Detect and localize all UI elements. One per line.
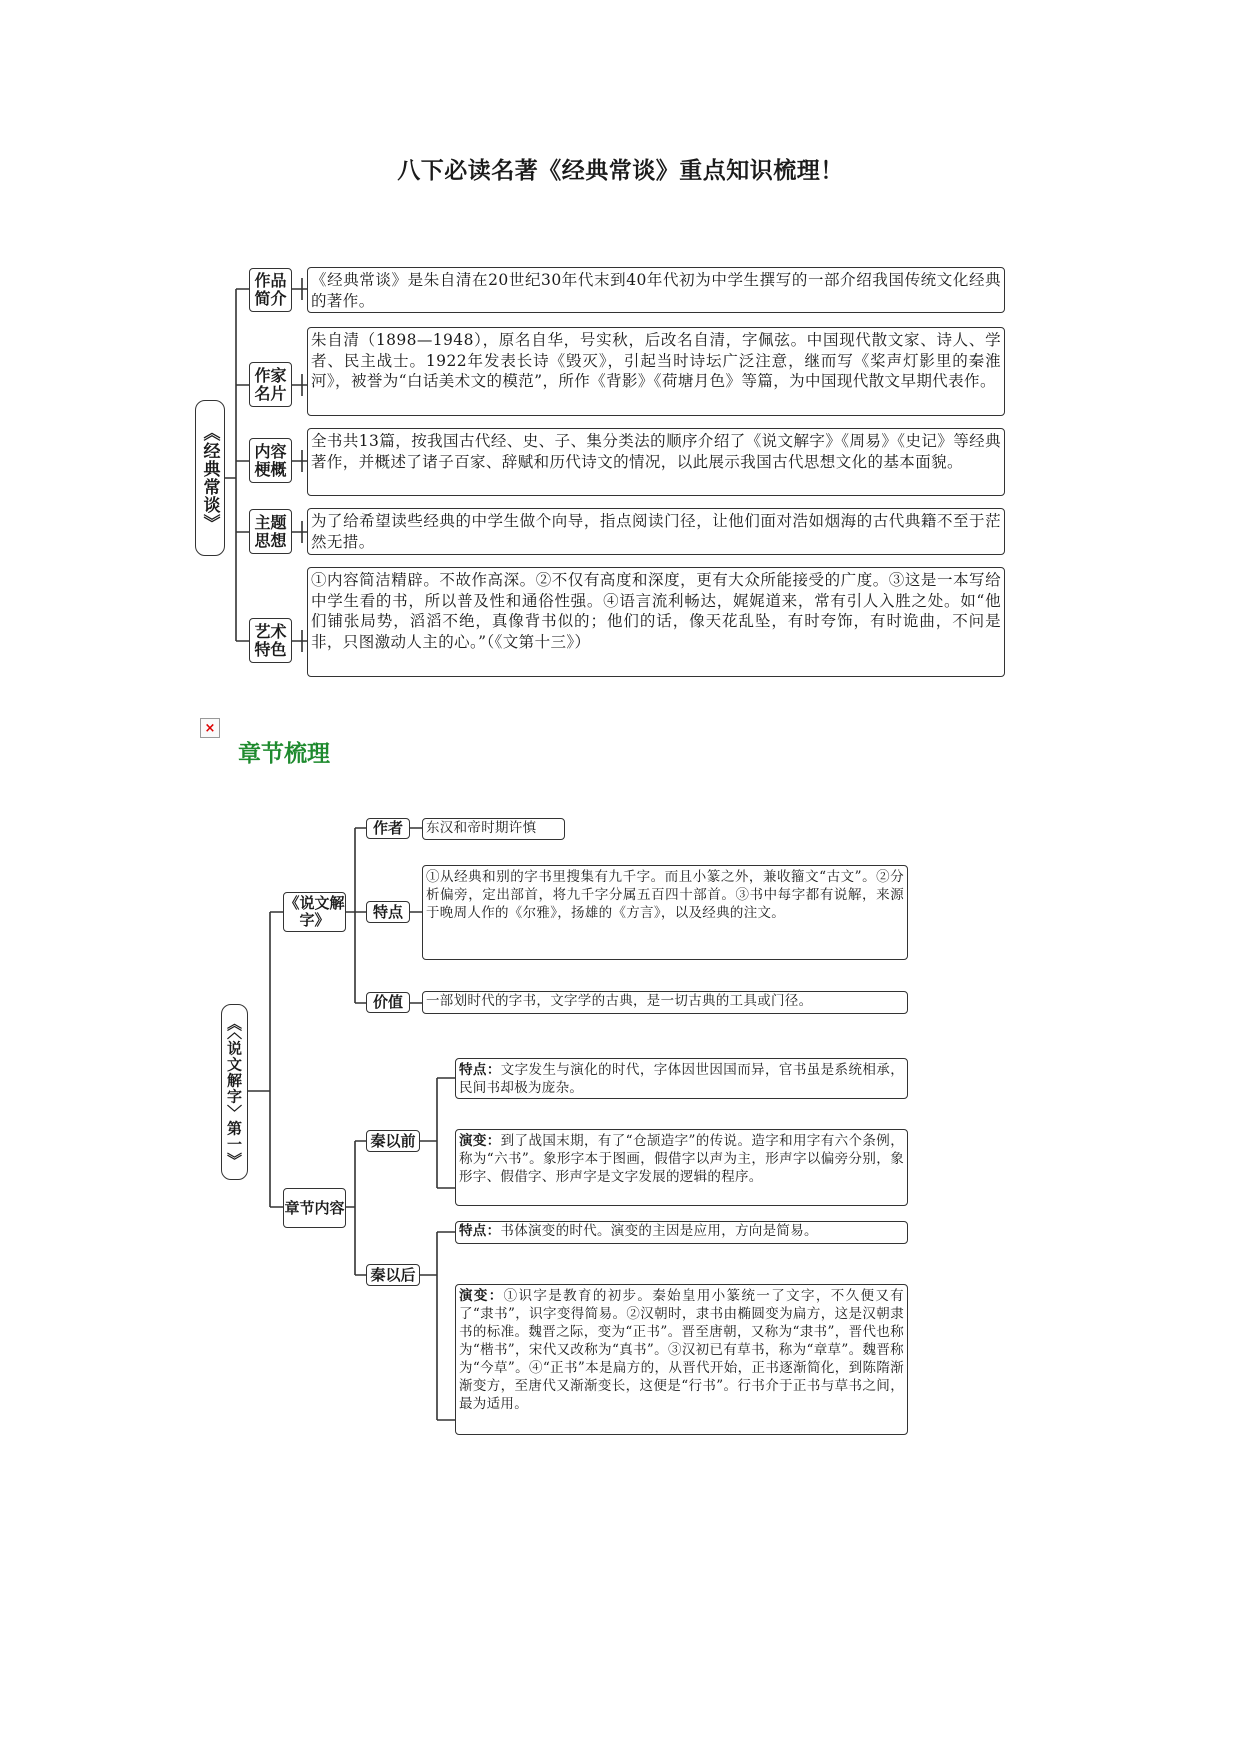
field-key: 特点：: [459, 1223, 501, 1239]
node-label-art: [249, 618, 292, 663]
node-label-writer: [366, 818, 410, 839]
node-text: 书体演变的时代。演变的主因是应用，方向是简易。: [500, 1223, 818, 1239]
node-label-text: 作者: [372, 819, 403, 838]
node-label-text: 特点: [372, 902, 403, 921]
node-text: 为了给希望读些经典的中学生做个向导，指点阅读门径，让他们面对浩如烟海的古代典籍不至于茫然无措。: [311, 512, 1001, 551]
node-label-text: 秦以后: [370, 1265, 416, 1284]
node-label-author: [249, 362, 292, 407]
root-label: 《经典常谈》: [199, 424, 220, 532]
node-label-before-qin: [366, 1130, 420, 1152]
node-content-after-evolve: [455, 1284, 908, 1435]
node-text: 东汉和帝时期许慎: [426, 820, 537, 836]
broken-image-icon: ×: [200, 718, 220, 738]
section-heading: 章节梳理: [238, 741, 330, 767]
node-content-feature: [422, 865, 908, 960]
node-label-intro: [249, 268, 292, 312]
node-content-writer: [422, 818, 565, 840]
node-label-text: 艺术特色: [254, 621, 287, 659]
node-content-after-feature: [455, 1221, 908, 1244]
node-content-before-evolve: [455, 1129, 908, 1206]
field-key: 演变：: [459, 1133, 501, 1149]
field-key: 演变：: [459, 1288, 504, 1304]
node-text: ①从经典和别的字书里搜集有九千字。而且小篆之外，兼收籀文“古文”。②分析偏旁，定出部首，将九千字分属五百四十部首。③书中每字都有说解，来源于晚周人作的《尔雅》，扬雄的《方言》，以及经典的注文。: [426, 869, 904, 921]
node-label-chapter: [283, 1188, 346, 1228]
root-node-classics: [195, 400, 225, 556]
page-title: 八下必读名著《经典常谈》重点知识梳理！: [397, 158, 844, 184]
node-label-summary: [249, 438, 292, 483]
node-content-intro: [307, 267, 1005, 313]
node-content-author: [307, 327, 1005, 416]
node-text: ①识字是教育的初步。秦始皇用小篆统一了文字，不久便又有了“隶书”，识字变得简易。②汉朝时，隶书由椭圆变为扁方，这是汉朝隶书的标准。魏晋之际，变为“正书”。晋至唐朝，又称为“隶书”，晋代也称为“楷书”，宋代又改称为“真书”。③汉初已有草书，称为“章草”。魏晋称为“今草”。④“正书”本是扁方的，从晋代开始，正书逐渐简化，到陈隋渐渐变方，至唐代又渐渐变长，这便是“行书”。行书介于正书与草书之间，最为适用。: [459, 1288, 904, 1412]
node-text: 到了战国末期，有了“仓颉造字”的传说。造字和用字有六个条例，称为“六书”。象形字本于图画，假借字以声为主，形声字以偏旁分别，象形字、假借字、形声字是文字发展的逻辑的程序。: [459, 1133, 904, 1185]
node-text: 《经典常谈》是朱自清在20世纪30年代末到40年代初为中学生撰写的一部介绍我国传统文化经典的著作。: [311, 271, 1001, 310]
root-node-shuowen-chapter: [221, 1004, 248, 1180]
node-label-feature: [366, 901, 410, 923]
node-label-text: 主题思想: [254, 512, 287, 550]
node-label-value: [366, 992, 410, 1013]
node-label-shuowen: [283, 892, 346, 932]
root-label: 《〈说文解字〉第一》: [225, 1015, 243, 1169]
node-label-theme: [249, 509, 292, 554]
node-label-text: 章节内容: [284, 1198, 345, 1217]
node-label-text: 价值: [372, 993, 403, 1012]
node-label-text: 《说文解字》: [284, 894, 345, 929]
node-content-summary: [307, 428, 1005, 496]
node-text: 全书共13篇，按我国古代经、史、子、集分类法的顺序介绍了《说文解字》《周易》《史记》等经典著作，并概述了诸子百家、辞赋和历代诗文的情况，以此展示我国古代思想文化的基本面貌。: [311, 432, 1001, 471]
node-label-text: 作家名片: [254, 365, 287, 403]
field-key: 特点：: [459, 1062, 501, 1078]
node-label-after-qin: [366, 1264, 420, 1286]
node-content-before-feature: [455, 1058, 908, 1099]
node-content-value: [422, 991, 908, 1014]
node-label-text: 内容梗概: [254, 441, 287, 479]
node-text: 文字发生与演化的时代，字体因世因国而异，官书虽是系统相承，民间书却极为庞杂。: [459, 1062, 904, 1096]
node-label-text: 秦以前: [370, 1131, 416, 1150]
node-content-theme: [307, 508, 1005, 555]
node-text: 朱自清（1898—1948），原名自华，号实秋，后改名自清，字佩弦。中国现代散文家、诗人、学者、民主战士。1922年发表长诗《毁灭》，引起当时诗坛广泛注意，继而写《桨声灯影里的秦淮河》，被誉为“白话美术文的模范”，所作《背影》《荷塘月色》等篇，为中国现代散文早期代表作。: [311, 331, 1001, 390]
node-label-text: 作品简介: [254, 271, 287, 308]
node-text: 一部划时代的字书，文字学的古典，是一切古典的工具或门径。: [426, 993, 813, 1009]
node-content-art: [307, 567, 1005, 677]
node-text: ①内容简洁精辟。不故作高深。②不仅有高度和深度，更有大众所能接受的广度。③这是一本写给中学生看的书，所以普及性和通俗性强。④语言流利畅达，娓娓道来，常有引人入胜之处。如“他们铺张局势，滔滔不绝，真像背书似的；他们的话，像天花乱坠，有时夸饰，有时诡曲，不问是非，只图激动人主的心。”（《文第十三》）: [311, 571, 1001, 651]
